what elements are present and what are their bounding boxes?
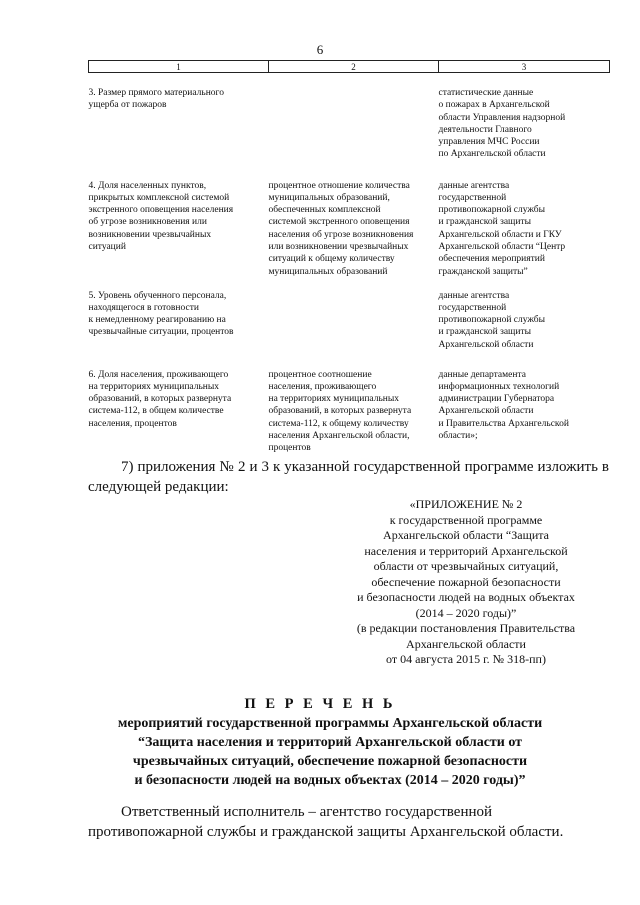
- list-subtitle: мероприятий государственной программы Архангельской области “Защита населения и территорий Архангельской области от чрезвычайных ситуаций, обеспечение пожарной безопасности и безопасности людей на водных объектах (2014 – 2020 годы)”: [117, 716, 543, 788]
- column-number-3: 3: [439, 61, 610, 73]
- row-method: процентное отношение количества муниципальных образований, обеспеченных комплексной системой экстренного оповещения населения об угрозе возникновения или возникновении чрезвычайных ситуаций к общему количеству муниципальных образований: [268, 180, 414, 277]
- row-source: данные департамента информационных технологий администрации Губернатора Архангельской области и Правительства Архангельской области»;: [438, 369, 569, 441]
- row-source: статистические данные о пожарах в Архангельской области Управления надзорной деятельности Главного управления МЧС России по Архангельской области: [438, 88, 566, 160]
- row-indicator: 4. Доля населенных пунктов, прикрытых комплексной системой экстренного оповещения населения об угрозе возникновения или возникновении чрезвычайных ситуаций: [88, 180, 234, 252]
- table-row: [89, 359, 610, 455]
- row-indicator: 5. Уровень обученного персонала, находящегося в готовности к немедленному реагированию на чрезвычайные ситуации, процентов: [88, 290, 234, 338]
- table-row: [89, 73, 610, 170]
- page-number: 6: [316, 42, 324, 57]
- column-number-1: 1: [89, 61, 269, 73]
- table-row: [89, 280, 610, 359]
- row-indicator: 3. Размер прямого материального ущерба от пожаров: [88, 88, 224, 111]
- row-source: данные агентства государственной противопожарной службы и гражданской защиты Архангельской области: [438, 290, 546, 350]
- responsible-executor: Ответственный исполнитель – агентство государственной противопожарной службы и гражданской защиты Архангельской области.: [88, 804, 564, 840]
- column-number-2: 2: [269, 61, 439, 73]
- row-indicator: 6. Доля населения, проживающего на территориях муниципальных образований, в которых развернута система-112, в общем количестве населения, процентов: [88, 369, 232, 429]
- row-source: данные агентства государственной противопожарной службы и гражданской защиты Архангельской области и ГКУ Архангельской области “Центр обеспечения мероприятий гражданской защиты”: [438, 180, 566, 277]
- table-row: [89, 170, 610, 280]
- amendment-paragraph: 7) приложения № 2 и 3 к указанной государственной программе изложить в следующей редакции:: [88, 459, 609, 495]
- appendix-header: «ПРИЛОЖЕНИЕ № 2 к государственной программе Архангельской области “Защита населения и территорий Архангельской области от чрезвычайных ситуаций, обеспечение пожарной безопасности и безопасности людей на водных объектах (2014 – 2020 годы)” (в редакции постановления Правительства Архангельской области от 04 августа 2015 г. № 318-пп): [356, 497, 576, 666]
- list-title: П Е Р Е Ч Е Н Ь: [244, 696, 396, 712]
- indicators-table: [88, 60, 610, 455]
- table-header-row: [89, 61, 610, 73]
- row-method: процентное соотношение населения, проживающего на территориях муниципальных образований, в которых развернута система-112, к общему количеству населения Архангельской области, процентов: [268, 369, 412, 454]
